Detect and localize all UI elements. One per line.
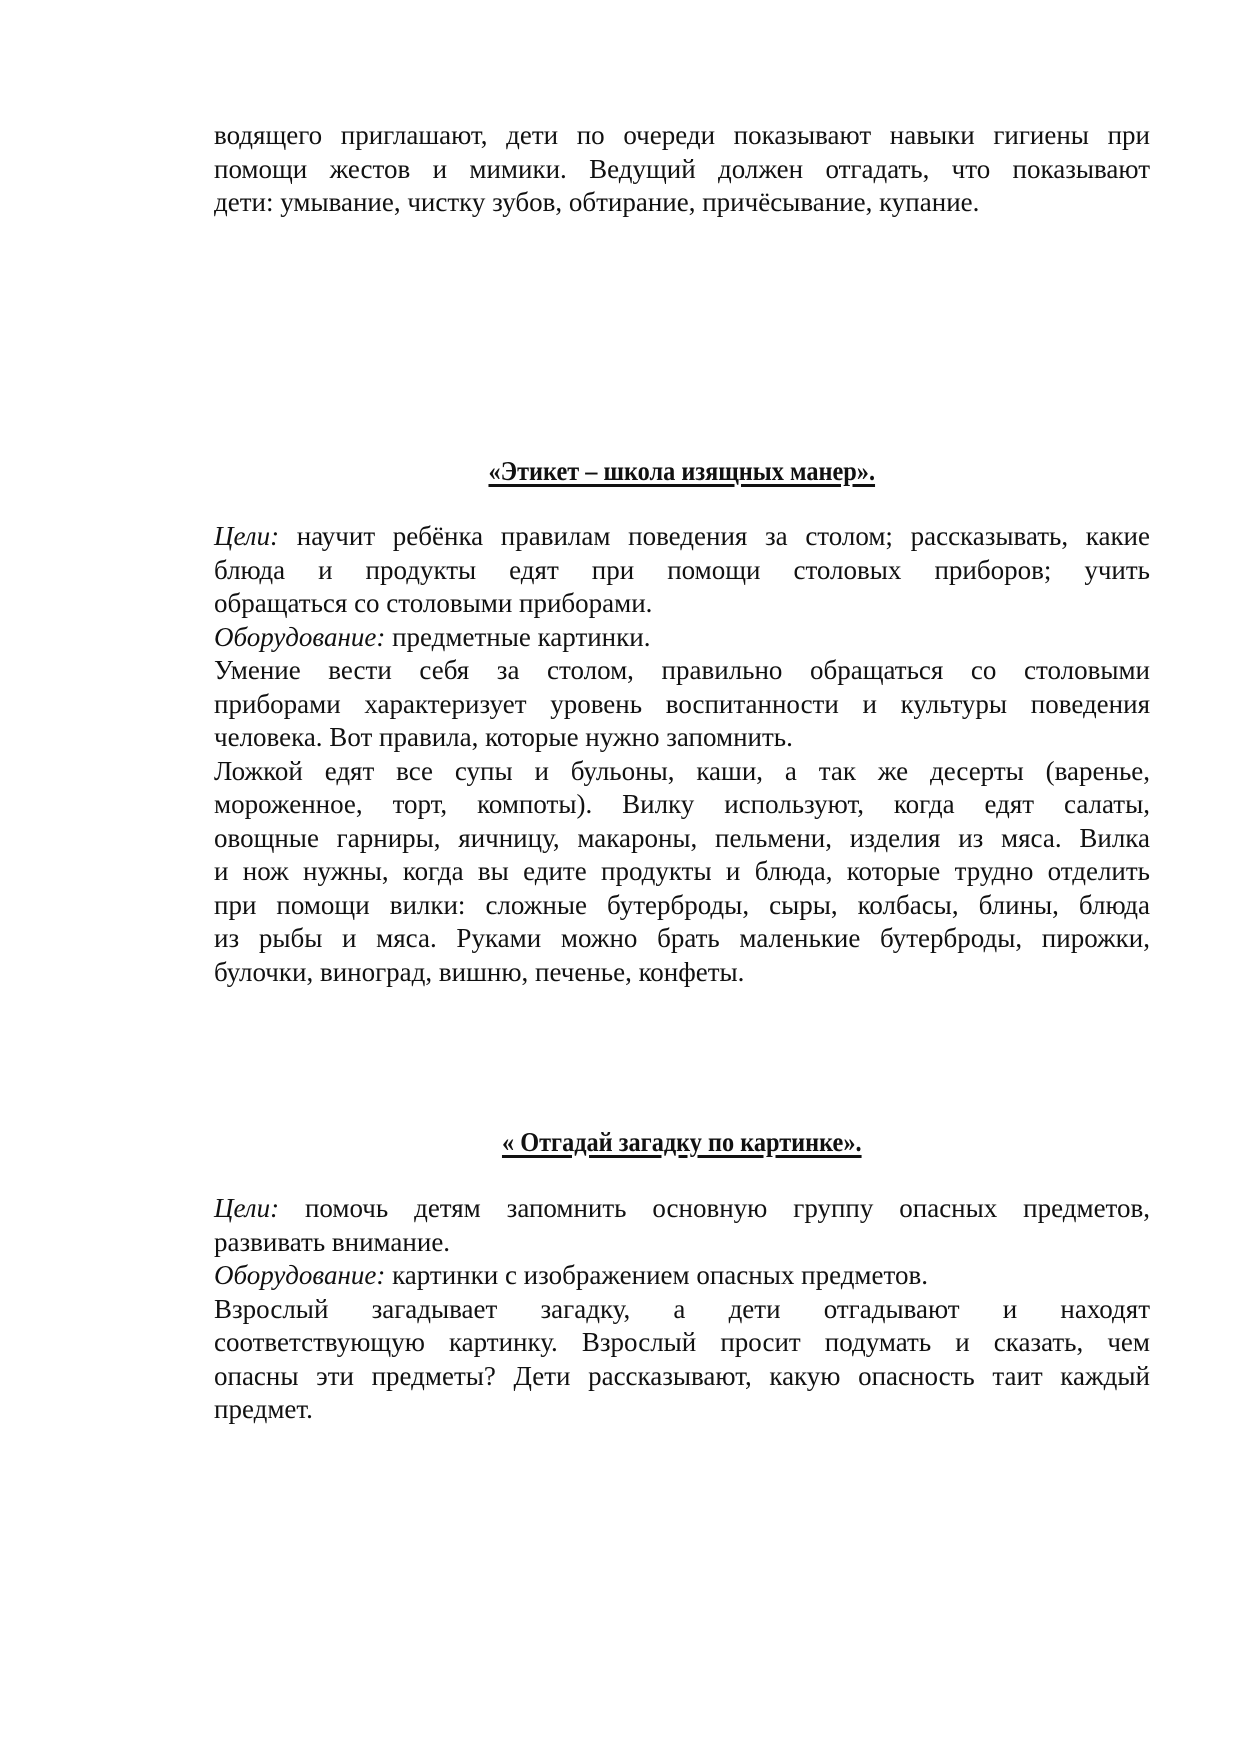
text-line — [214, 755, 1150, 789]
line-text: развивать внимание. — [214, 1226, 451, 1257]
text-line — [214, 554, 1150, 588]
line-text: из рыбы и мяса. Руками можно брать маленькие бутерброды, пирожки, — [214, 923, 1150, 953]
text-line — [214, 520, 1150, 554]
line-text: соответствующую картинку. Взрослый просит подумать и сказать, чем — [214, 1327, 1150, 1357]
line-text: Взрослый загадывает загадку, а дети отгадывают и находят — [214, 1293, 1150, 1324]
text-line — [214, 186, 1150, 220]
text-line — [214, 1393, 1150, 1427]
line-text: и нож нужны, когда вы едите продукты и блюда, которые трудно отделить — [214, 856, 1150, 886]
intro-paragraph — [214, 119, 1150, 220]
section-title-text: «Этикет – школа изящных манер». — [488, 456, 876, 486]
text-line — [214, 654, 1150, 688]
line-text: приборами характеризует уровень воспитанности и культуры поведения — [214, 688, 1150, 719]
section-title-riddle — [214, 1125, 1150, 1159]
line-text: предметные картинки. — [385, 621, 651, 652]
text-line — [214, 153, 1150, 187]
line-text: помочь детям запомнить основную группу опасных предметов, — [279, 1193, 1150, 1223]
line-text: овощные гарниры, яичницу, макароны, пельмени, изделия из мяса. Вилка — [214, 822, 1150, 853]
field-label: Цели: — [214, 1193, 280, 1223]
line-text: дети: умывание, чистку зубов, обтирание, причёсывание, купание. — [214, 187, 980, 217]
line-text: Умение вести себя за столом, правильно обращаться со столовыми — [214, 655, 1150, 685]
text-line — [214, 621, 1150, 655]
section-body-etiquette — [214, 520, 1150, 989]
text-line — [214, 1293, 1150, 1327]
text-line — [214, 956, 1150, 990]
section-body-riddle — [214, 1192, 1150, 1427]
line-text: при помощи вилки: сложные бутерброды, сыры, колбасы, блины, блюда — [214, 889, 1150, 920]
line-text: обращаться со столовыми приборами. — [214, 588, 653, 618]
section-title-text: « Отгадай загадку по картинке». — [502, 1127, 862, 1157]
line-text: блюда и продукты едят при помощи столовых приборов; учить — [214, 554, 1150, 585]
text-line — [214, 1192, 1150, 1226]
line-text: научит ребёнка правилам поведения за столом; рассказывать, какие — [279, 521, 1150, 551]
line-text: помощи жестов и мимики. Ведущий должен отгадать, что показывают — [214, 153, 1150, 184]
line-text: Ложкой едят все супы и бульоны, каши, а так же десерты (варенье, — [214, 755, 1150, 786]
section-title-etiquette — [214, 454, 1150, 488]
text-line — [214, 1259, 1150, 1293]
line-text: человека. Вот правила, которые нужно запомнить. — [214, 722, 793, 752]
field-label: Оборудование: — [214, 1260, 386, 1290]
line-text: булочки, виноград, вишню, печенье, конфеты. — [214, 956, 745, 987]
text-line — [214, 1226, 1150, 1260]
line-text: опасны эти предметы? Дети рассказывают, какую опасность таит каждый — [214, 1360, 1150, 1391]
line-text: картинки с изображением опасных предметов. — [385, 1260, 928, 1290]
field-label: Оборудование: — [214, 621, 386, 652]
text-line — [214, 587, 1150, 621]
line-text: предмет. — [214, 1394, 313, 1424]
text-line — [214, 889, 1150, 923]
text-line — [214, 855, 1150, 889]
line-text: мороженное, торт, компоты). Вилку используют, когда едят салаты, — [214, 789, 1150, 819]
line-text: водящего приглашают, дети по очереди показывают навыки гигиены при — [214, 120, 1150, 150]
text-line — [214, 788, 1150, 822]
field-label: Цели: — [214, 521, 280, 551]
text-line — [214, 721, 1150, 755]
text-line — [214, 688, 1150, 722]
text-line — [214, 822, 1150, 856]
text-line — [214, 1326, 1150, 1360]
text-line — [214, 119, 1150, 153]
text-line — [214, 922, 1150, 956]
text-line — [214, 1360, 1150, 1394]
